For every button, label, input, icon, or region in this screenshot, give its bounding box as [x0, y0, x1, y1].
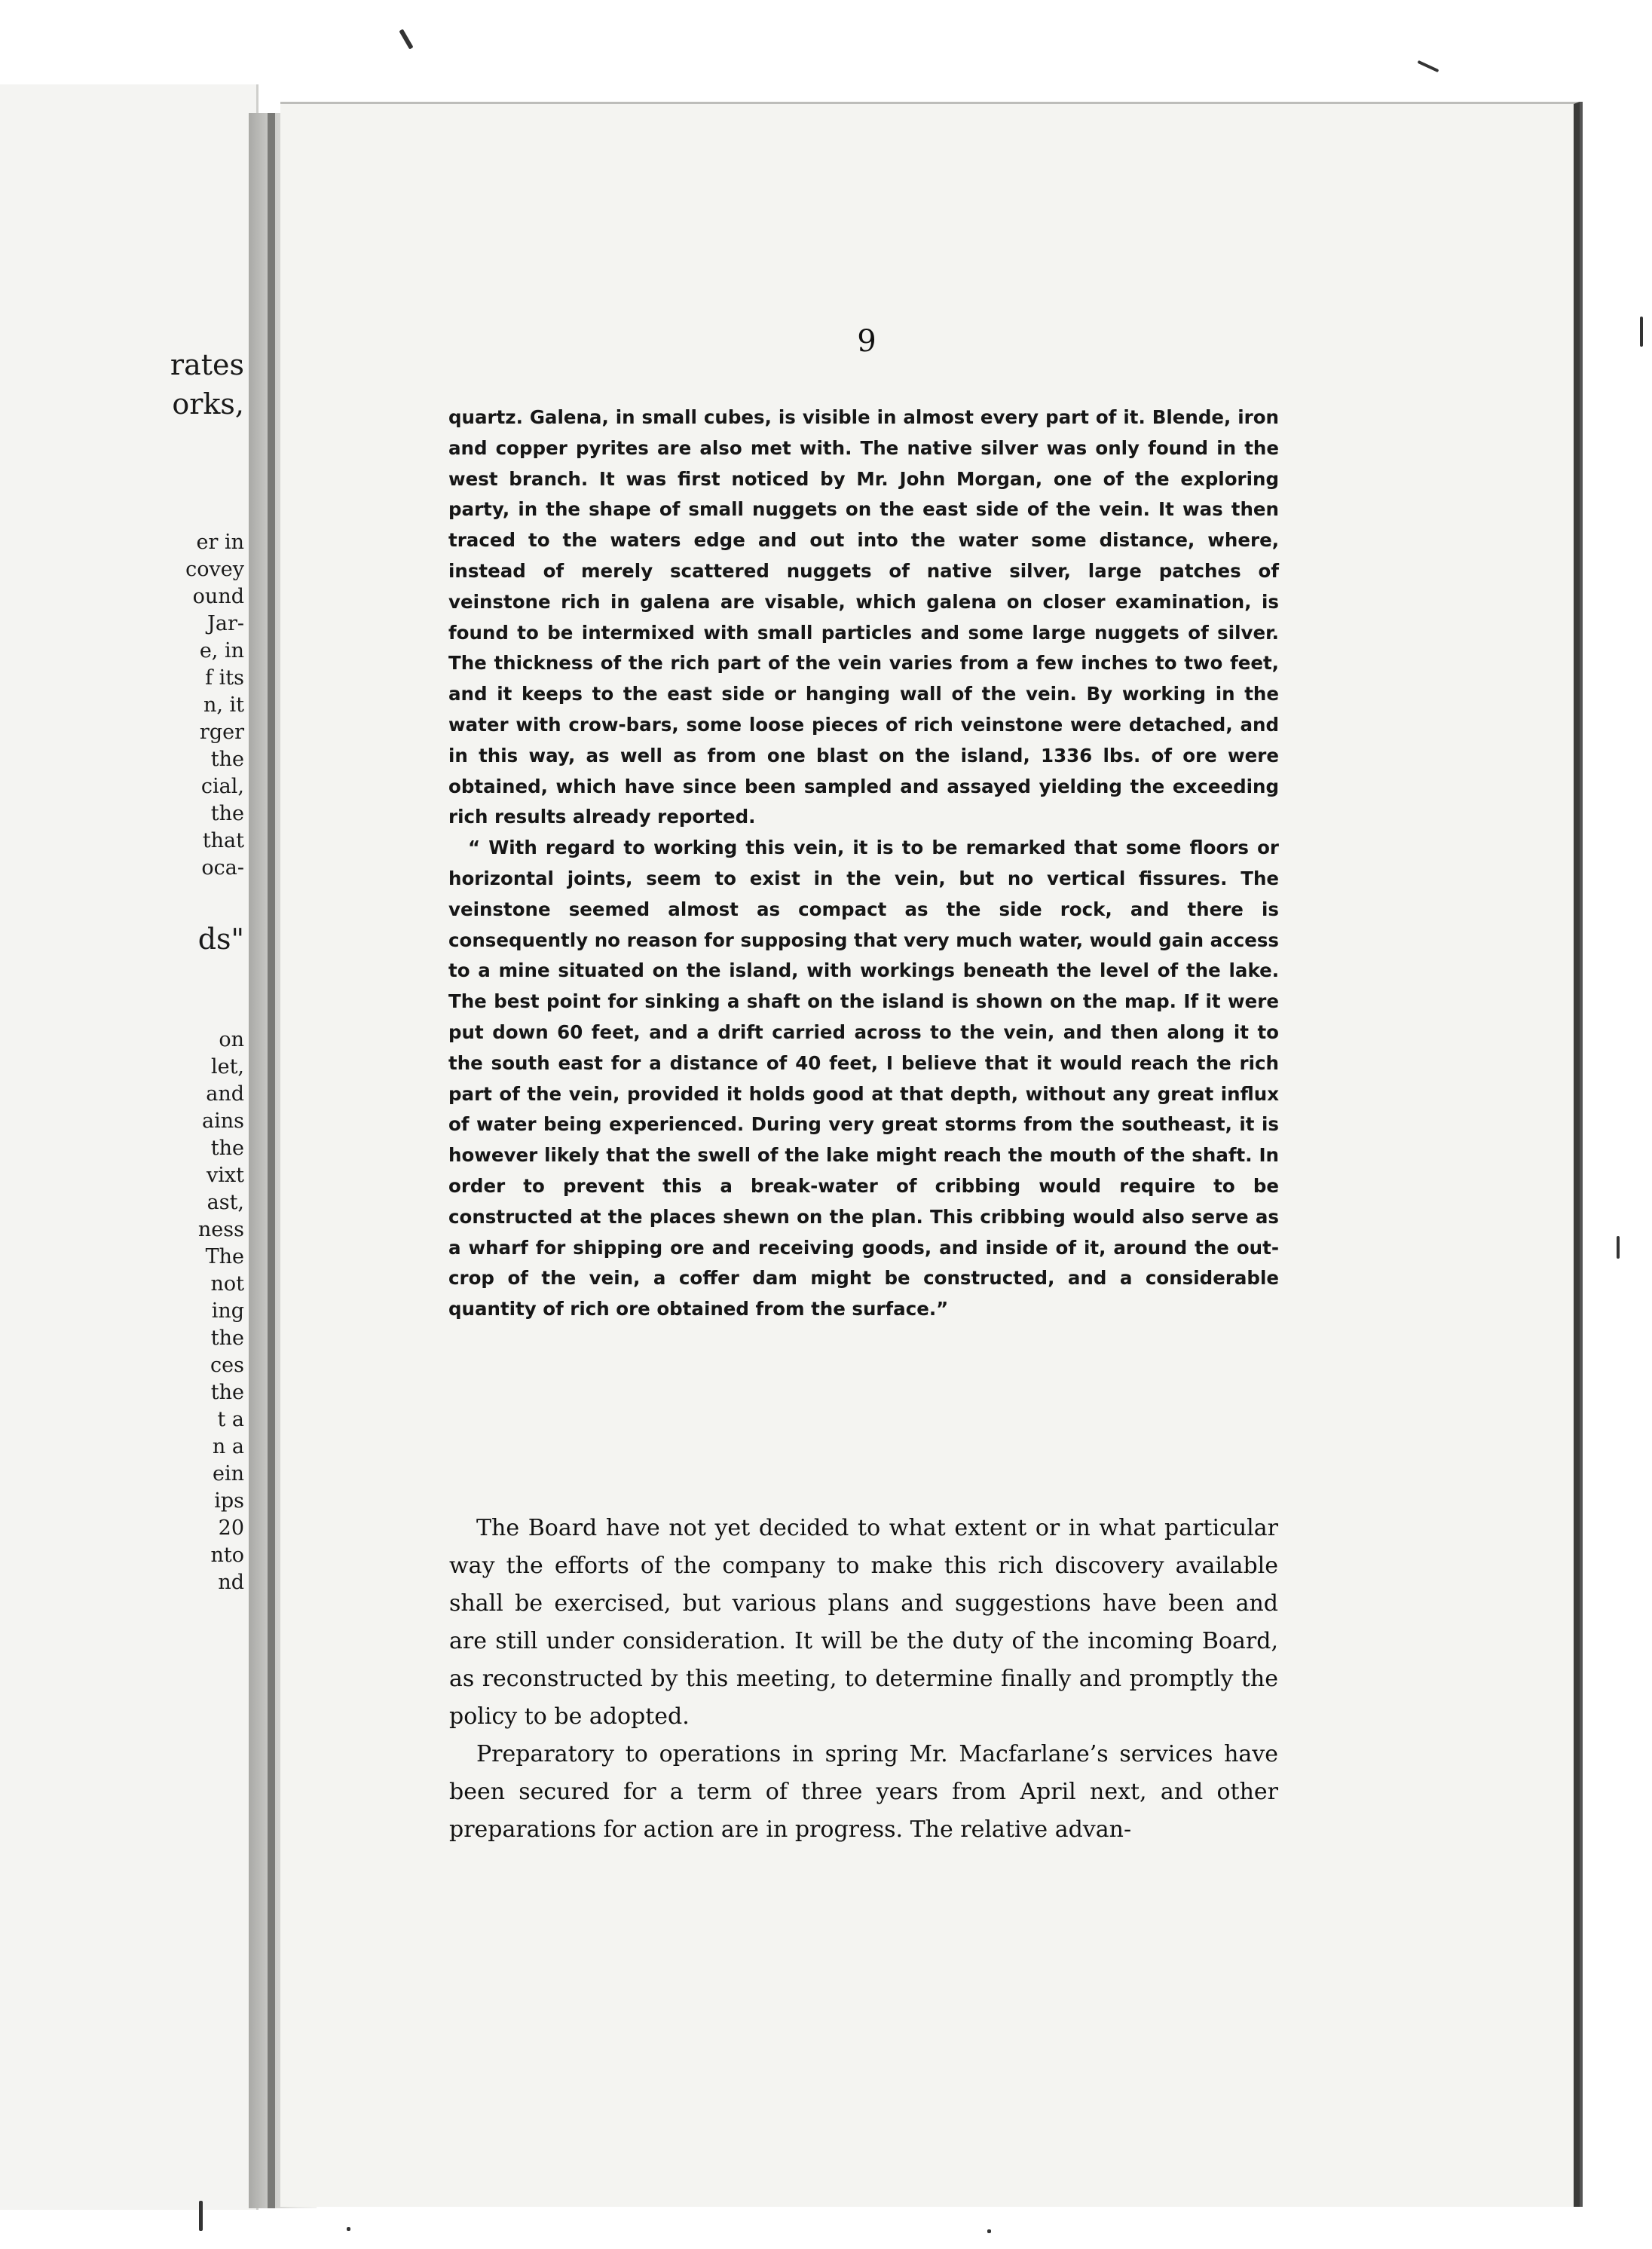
left-text-line: the: [210, 1326, 244, 1350]
page-number: 9: [857, 324, 876, 359]
left-text-line: vixt: [206, 1164, 244, 1187]
body-paragraph: Preparatory to operations in spring Mr. Macfarlane’s services have been secured for a term of three years from April next, and other preparations for action are in progress. The relative advan-: [449, 1741, 1278, 1843]
left-text-line: not: [210, 1272, 244, 1296]
left-text-line: orks,: [172, 387, 244, 421]
left-text-line: covey: [185, 558, 244, 581]
left-text-line: ains: [202, 1109, 244, 1133]
scan-speck: [1617, 1236, 1620, 1259]
scan-speck: [199, 2201, 203, 2231]
left-text-line: ing: [211, 1299, 244, 1323]
left-text-line: the: [210, 748, 244, 771]
left-text-line: ound: [192, 585, 244, 608]
left-text-line: 20: [218, 1516, 244, 1540]
left-text-line: n, it: [203, 693, 244, 717]
quote-paragraph: quartz. Galena, in small cubes, is visible in almost every part of it. Blende, iron and copper pyrites are also met with. The native silver was only found in the west branch. It was first noticed by Mr. John Morgan, one of the exploring party, in the shape of small nuggets on the east side of the vein. It was then traced to the waters edge and out into the water some distance, where, instead of merely scattered nuggets of native silver, large patches of veinstone rich in galena are visable, which galena on closer examination, is found to be intermixed with small particles and some large nuggets of silver. The thickness of the rich part of the vein varies from a few inches to two feet, and it keeps to the east side or hanging wall of the vein. By working in the water with crow-bars, some loose pieces of rich veinstone were detached, and in this way, as well as from one blast on the island, 1336 lbs. of ore were obtained, which have since been sampled and assayed yielding the exceeding rich results already reported.: [448, 406, 1279, 828]
left-text-line: t a: [217, 1408, 244, 1431]
left-text-line: rger: [199, 721, 244, 744]
left-text-line: ces: [210, 1354, 244, 1377]
left-text-line: f its: [205, 666, 244, 690]
left-text-line: n a: [212, 1435, 244, 1458]
left-page-fragment: [0, 84, 259, 2210]
scan-speck: [347, 2227, 350, 2231]
left-text-line: e, in: [199, 639, 244, 662]
scan-speck: [1640, 317, 1643, 347]
left-text-line: that: [202, 829, 244, 852]
quote-paragraph: “ With regard to working this vein, it is to be remarked that some floors or horizontal joints, seem to exist in the vein, but no vertical fissures. The veinstone seemed almost as compact as the side rock, and there is consequently no reason for supposing that very much water, would gain access to a mine situated on the island, with workings beneath the level of the lake. The best point for sinking a shaft on the island is shown on the map. If it were put down 60 feet, and a drift carried across to the vein, and then along it to the south east for a distance of 40 feet, I believe that it would reach the rich part of the vein, provided it holds good at that depth, without any great influx of water being experienced. During very great storms from the southeast, it is however likely that the swell of the lake might reach the mouth of the shaft. In order to prevent this a break-water of cribbing would require to be constructed at the places shewn on the plan. This cribbing would also serve as a wharf for shipping ore and receiving goods, and inside of it, around the out-crop of the vein, a coffer dam might be constructed, and a considerable quantity of rich ore obtained from the surface.”: [448, 837, 1279, 1320]
left-text-line: ips: [214, 1489, 244, 1513]
left-text-line: ast,: [206, 1191, 244, 1214]
left-text-line: on: [219, 1028, 244, 1051]
left-text-line: ein: [212, 1462, 244, 1486]
body-paragraph: The Board have not yet decided to what extent or in what particular way the efforts of the company to make this rich discovery available shall be exercised, but various plans and suggestions have been and are still under consideration. It will be the duty of the incoming Board, as reconstructed by this meeting, to determine finally and promptly the policy to be adopted.: [449, 1515, 1278, 1730]
scan-speck: [987, 2229, 991, 2233]
left-text-line: rates: [170, 348, 244, 381]
left-text-line: the: [210, 802, 244, 825]
left-text-line: nd: [218, 1571, 244, 1594]
left-text-line: The: [205, 1245, 244, 1268]
left-text-line: ds": [197, 923, 244, 956]
left-text-line: the: [210, 1381, 244, 1404]
left-text-line: the: [210, 1137, 244, 1160]
left-text-line: cial,: [200, 775, 244, 798]
left-text-line: nto: [210, 1544, 244, 1567]
left-text-line: and: [206, 1082, 244, 1106]
left-text-line: er in: [196, 531, 244, 554]
scan-speck: [1418, 60, 1439, 72]
left-text-line: ness: [197, 1218, 244, 1241]
quoted-report-block: [448, 402, 1279, 1325]
book-spine-line: [268, 113, 275, 2208]
left-text-line: let,: [210, 1055, 244, 1079]
left-text-line: Jar-: [207, 612, 244, 635]
left-text-line: oca-: [201, 856, 244, 880]
scan-speck: [399, 29, 413, 49]
body-text-block: [449, 1510, 1278, 1849]
